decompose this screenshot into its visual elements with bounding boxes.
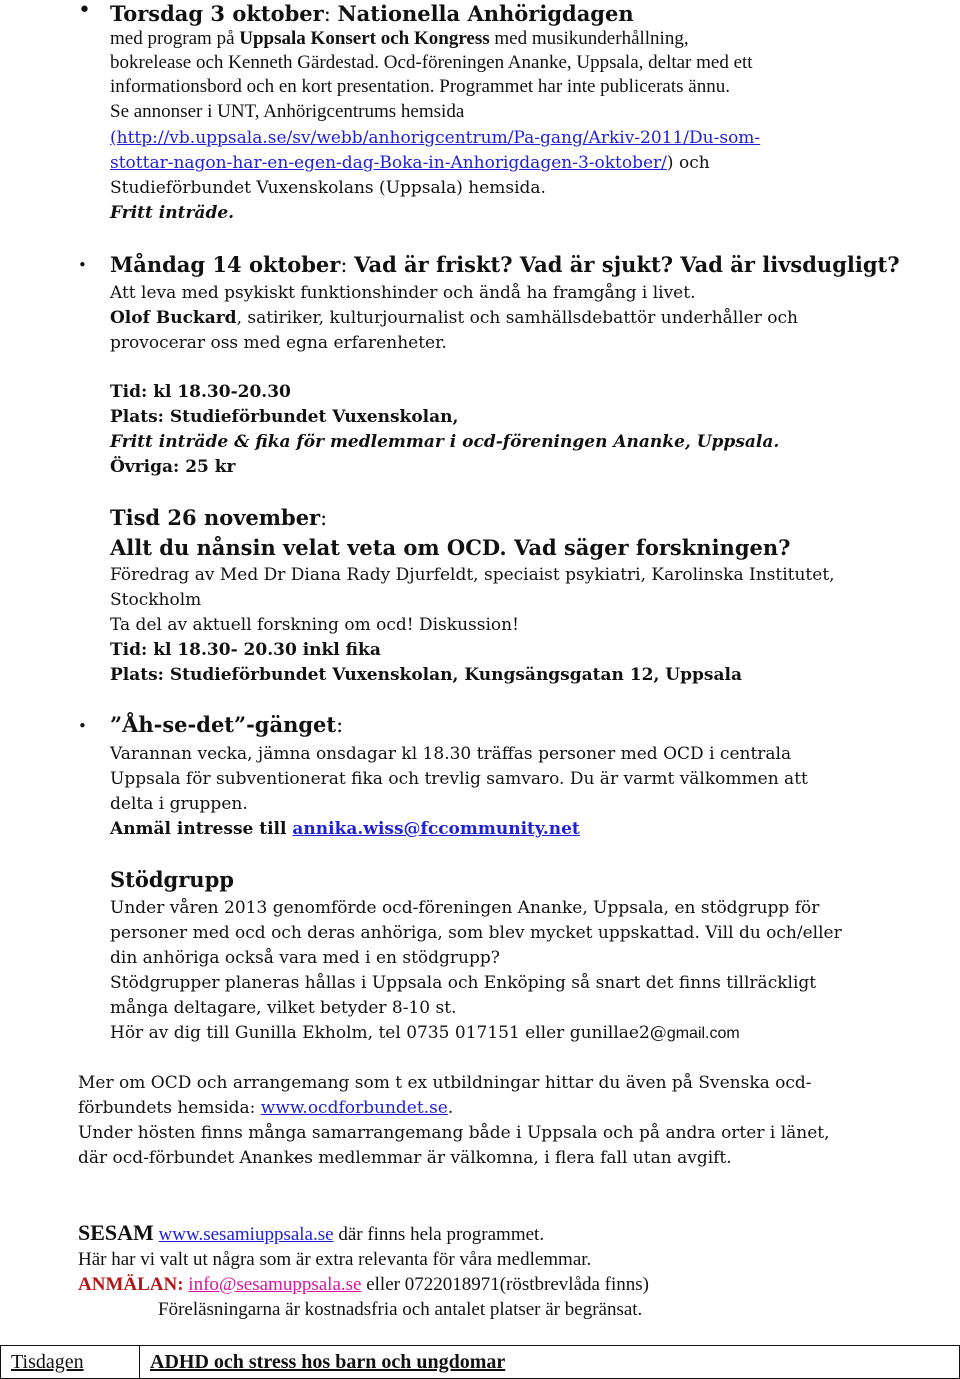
s2-free: Fritt inträde & fika för medlemmar i ocd-föreningen Ananke, Uppsala. — [110, 432, 780, 452]
sesam-line2: Här har vi valt ut några som är extra relevanta för våra medlemmar. — [78, 1249, 592, 1270]
s3-date: Tisd 26 november: — [110, 505, 328, 530]
s5-line4: Stödgrupper planeras hållas i Uppsala och Enköping så snart det finns tillräckligt — [110, 973, 817, 993]
s4-title: ”Åh-se-det”-gänget: — [110, 712, 344, 737]
sesam-line1: SESAM www.sesamiuppsala.se där finns hela programmet. — [78, 1220, 545, 1245]
s2-line2: Olof Buckard, satiriker, kulturjournalist och samhällsdebattör underhåller och — [110, 308, 798, 328]
s1-line3: informationsbord och en kort presentation. Programmet har inte publicerats ännu. — [110, 76, 730, 97]
sesam-line3: ANMÄLAN: info@sesamuppsala.se eller 0722018971(röstbrevlåda finns) — [78, 1274, 650, 1295]
s5-line5: många deltagare, vilket betyder 8-10 st. — [110, 998, 457, 1018]
sesam-link[interactable]: www.sesamiuppsala.se — [158, 1224, 334, 1245]
s2-other: Övriga: 25 kr — [110, 457, 236, 477]
s3-time: Tid: kl 18.30- 20.30 inkl fika — [110, 640, 381, 660]
s5-line3: din anhöriga också vara med i en stödgrupp? — [110, 948, 500, 968]
s1-free: Fritt inträde. — [110, 203, 235, 223]
s3-title: Allt du nånsin velat veta om OCD. Vad säger forskningen? — [110, 535, 791, 560]
s1-url-line1[interactable]: (http://vb.uppsala.se/sv/webb/anhorigcentrum/Pa-gang/Arkiv-2011/Du-som- — [110, 128, 761, 148]
bullet: • — [78, 256, 87, 274]
s4-line3: delta i gruppen. — [110, 794, 248, 814]
s1-heading: Torsdag 3 oktober: Nationella Anhörigdagen — [110, 1, 634, 26]
ocdforbundet-link[interactable]: www.ocdforbundet.se — [260, 1098, 448, 1118]
sesam-email-link[interactable]: info@sesamuppsala.se — [188, 1274, 362, 1295]
more-line2: förbundets hemsida: www.ocdforbundet.se. — [78, 1098, 454, 1118]
s3-line1: Föredrag av Med Dr Diana Rady Djurfeldt, speciaist psykiatri, Karolinska Institutet, — [110, 565, 835, 585]
s4-line4: Anmäl intresse till annika.wiss@fccommunity.net — [110, 819, 580, 839]
more-line3: Under hösten finns många samarrangemang både i Uppsala och på andra orter i länet, — [78, 1123, 830, 1143]
s3-line2: Stockholm — [110, 590, 202, 610]
s5-line2: personer med ocd och deras anhöriga, som blev mycket uppskattad. Vill du och/eller — [110, 923, 842, 943]
s4-line1: Varannan vecka, jämna onsdagar kl 18.30 träffas personer med OCD i centrala — [110, 744, 792, 764]
bullet: • — [78, 0, 91, 23]
s5-line1: Under våren 2013 genomförde ocd-föreningen Ananke, Uppsala, en stödgrupp för — [110, 898, 820, 918]
s3-place: Plats: Studieförbundet Vuxenskolan, Kungsängsgatan 12, Uppsala — [110, 665, 742, 685]
s3-line3: Ta del av aktuell forskning om ocd! Diskussion! — [110, 615, 519, 635]
s2-place: Plats: Studieförbundet Vuxenskolan, — [110, 407, 459, 427]
program-table — [0, 1345, 960, 1379]
more-line1: Mer om OCD och arrangemang som t ex utbildningar hittar du även på Svenska ocd- — [78, 1073, 812, 1093]
table-cell-day: Tisdagen — [1, 1346, 140, 1379]
s4-email-link[interactable]: annika.wiss@fccommunity.net — [292, 819, 580, 839]
s1-url-line2[interactable]: stottar-nagon-har-en-egen-dag-Boka-in-Anhorigdagen-3-oktober/) och — [110, 153, 710, 173]
s4-line2: Uppsala för subventionerat fika och trevlig samvaro. Du är varmt välkommen att — [110, 769, 808, 789]
s1-line1: med program på Uppsala Konsert och Kongress med musikunderhållning, — [110, 28, 689, 49]
s2-line3: provocerar oss med egna erfarenheter. — [110, 333, 447, 353]
more-line4: där ocd-förbundet Ananke̶s medlemmar är välkomna, i flera fall utan avgift. — [78, 1148, 732, 1168]
s1-line4: Se annonser i UNT, Anhörigcentrums hemsida — [110, 101, 465, 122]
s5-title: Stödgrupp — [110, 867, 234, 892]
table-row — [1, 1346, 960, 1379]
s5-line6: Hör av dig till Gunilla Ekholm, tel 0735 017151 eller gunillae2@gmail.com — [110, 1023, 740, 1043]
table-cell-topic: ADHD och stress hos barn och ungdomar — [140, 1346, 960, 1379]
sesam-line4: Föreläsningarna är kostnadsfria och antalet platser är begränsat. — [158, 1299, 643, 1320]
s1-line2: bokrelease och Kenneth Gärdestad. Ocd-föreningen Ananke, Uppsala, deltar med ett — [110, 52, 753, 73]
s2-time: Tid: kl 18.30-20.30 — [110, 382, 291, 402]
s2-line1: Att leva med psykiskt funktionshinder och ändå ha framgång i livet. — [110, 283, 696, 303]
s2-heading: Måndag 14 oktober: Vad är friskt? Vad är sjukt? Vad är livsdugligt? — [110, 252, 900, 277]
s1-line7: Studieförbundet Vuxenskolans (Uppsala) hemsida. — [110, 178, 546, 198]
bullet: • — [78, 717, 87, 735]
